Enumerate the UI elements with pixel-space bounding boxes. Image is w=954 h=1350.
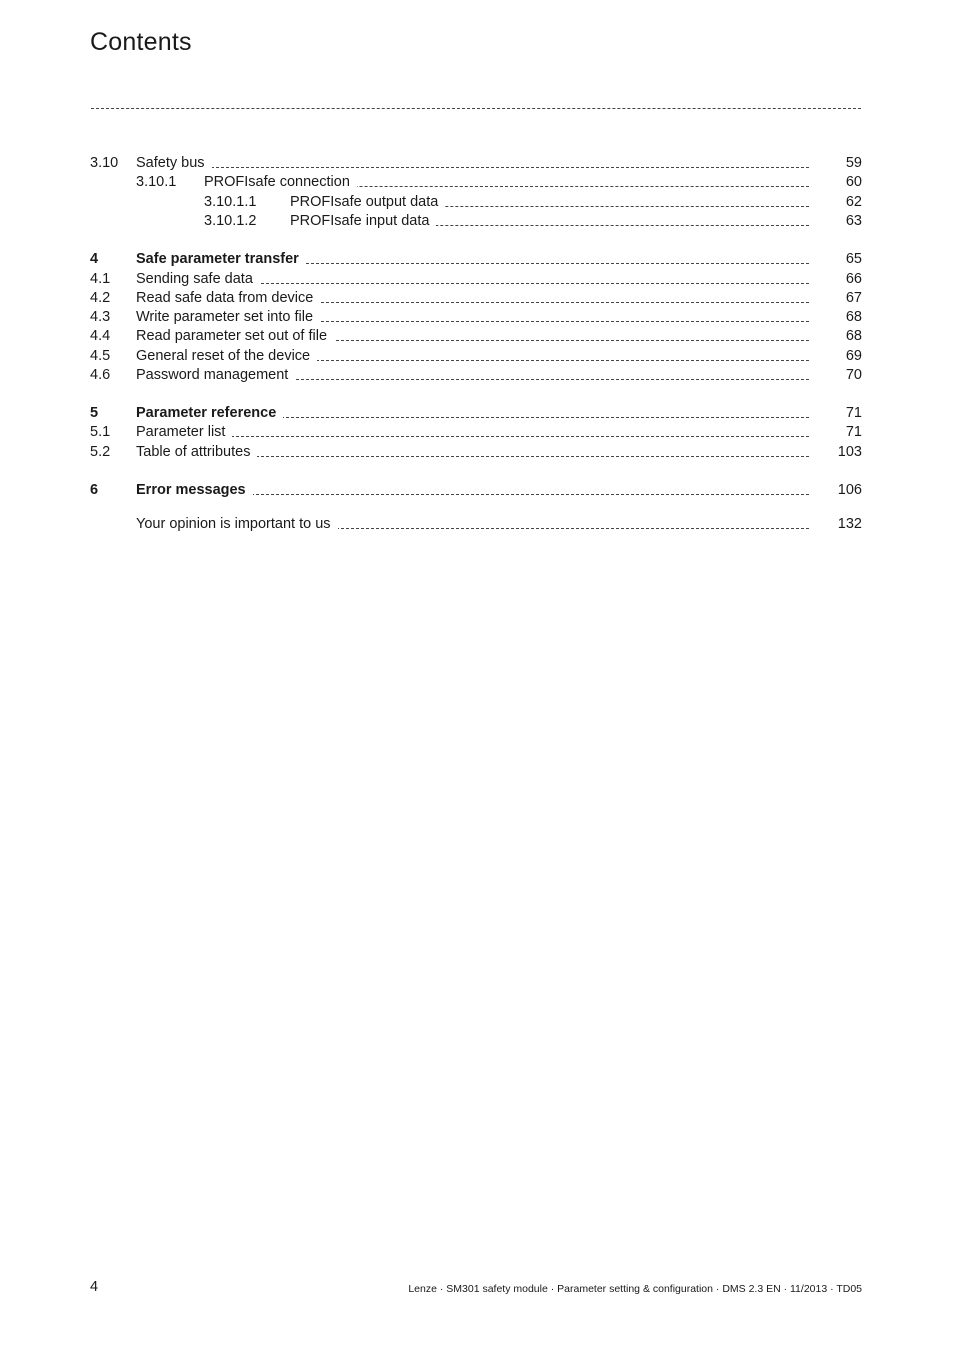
toc-page-number[interactable]: 70 (845, 367, 862, 383)
toc-page-number[interactable]: 62 (845, 194, 862, 210)
footer-page-number: 4 (90, 1279, 99, 1295)
toc-entry-4-3[interactable] (0, 307, 954, 327)
page-title: Contents (90, 28, 192, 56)
toc-leader (136, 436, 809, 437)
footer-document-info: Lenze · SM301 safety module · Parameter setting & configuration · DMS 2.3 EN · 11/2013 · TD05 (408, 1283, 862, 1295)
toc-entry-5-1[interactable] (0, 422, 954, 442)
toc-page-number[interactable]: 68 (845, 328, 862, 344)
toc-number: 3.10.1 (136, 174, 177, 190)
toc-title[interactable]: PROFIsafe input data (290, 211, 436, 231)
toc-number: 4.3 (90, 309, 111, 325)
toc-title[interactable]: Parameter reference (136, 403, 283, 423)
toc-number: 4.4 (90, 328, 111, 344)
toc-page-number[interactable]: 68 (845, 309, 862, 325)
toc-title[interactable]: Error messages (136, 480, 253, 500)
toc-number: 3.10 (90, 155, 119, 171)
toc-title[interactable]: Sending safe data (136, 269, 260, 289)
toc-number: 4 (90, 251, 99, 267)
toc-leader (136, 167, 809, 168)
toc-title[interactable]: Parameter list (136, 422, 232, 442)
toc-number: 4.6 (90, 367, 111, 383)
toc-page-number[interactable]: 67 (845, 290, 862, 306)
toc-page-number[interactable]: 59 (845, 155, 862, 171)
toc-entry-3-10-1-1[interactable] (0, 192, 954, 212)
toc-number: 5.1 (90, 424, 111, 440)
toc-entry-3-10[interactable] (0, 153, 954, 173)
toc-page-number[interactable]: 60 (845, 174, 862, 190)
toc-number: 4.5 (90, 348, 111, 364)
toc-title[interactable]: PROFIsafe output data (290, 192, 445, 212)
toc-title[interactable]: General reset of the device (136, 346, 317, 366)
toc-number: 3.10.1.2 (204, 213, 257, 229)
toc-title[interactable]: Your opinion is important to us (136, 514, 338, 534)
toc-page-number[interactable]: 71 (845, 424, 862, 440)
toc-entry-4-2[interactable] (0, 288, 954, 308)
toc-entry-3-10-1-2[interactable] (0, 211, 954, 231)
toc-number: 3.10.1.1 (204, 194, 257, 210)
toc-number: 6 (90, 482, 99, 498)
toc-page-number[interactable]: 132 (837, 516, 862, 532)
toc-page-number[interactable]: 63 (845, 213, 862, 229)
toc-entry-4[interactable] (0, 249, 954, 269)
toc-number: 5 (90, 405, 99, 421)
toc-title[interactable]: Table of attributes (136, 442, 257, 462)
toc-entry-feedback[interactable] (0, 514, 954, 534)
toc-title[interactable]: Read parameter set out of file (136, 326, 334, 346)
toc-title[interactable]: Safety bus (136, 153, 212, 173)
toc-entry-3-10-1[interactable] (0, 172, 954, 192)
toc-number: 5.2 (90, 444, 111, 460)
toc-entry-4-5[interactable] (0, 346, 954, 366)
toc-entry-5-2[interactable] (0, 442, 954, 462)
toc-page-number[interactable]: 65 (845, 251, 862, 267)
toc-entry-6[interactable] (0, 480, 954, 500)
toc-page-number[interactable]: 66 (845, 271, 862, 287)
toc-entry-4-1[interactable] (0, 269, 954, 289)
toc-title[interactable]: Write parameter set into file (136, 307, 320, 327)
toc-entry-4-4[interactable] (0, 326, 954, 346)
toc-entry-4-6[interactable] (0, 365, 954, 385)
toc-number: 4.2 (90, 290, 111, 306)
toc-number: 4.1 (90, 271, 111, 287)
toc-entry-5[interactable] (0, 403, 954, 423)
toc-title[interactable]: Password management (136, 365, 295, 385)
toc-title[interactable]: Read safe data from device (136, 288, 320, 308)
toc-title[interactable]: Safe parameter transfer (136, 249, 306, 269)
toc-page-number[interactable]: 103 (837, 444, 862, 460)
toc-page-number[interactable]: 71 (845, 405, 862, 421)
toc-page-number[interactable]: 69 (845, 348, 862, 364)
toc-page-number[interactable]: 106 (837, 482, 862, 498)
toc-title[interactable]: PROFIsafe connection (204, 172, 357, 192)
